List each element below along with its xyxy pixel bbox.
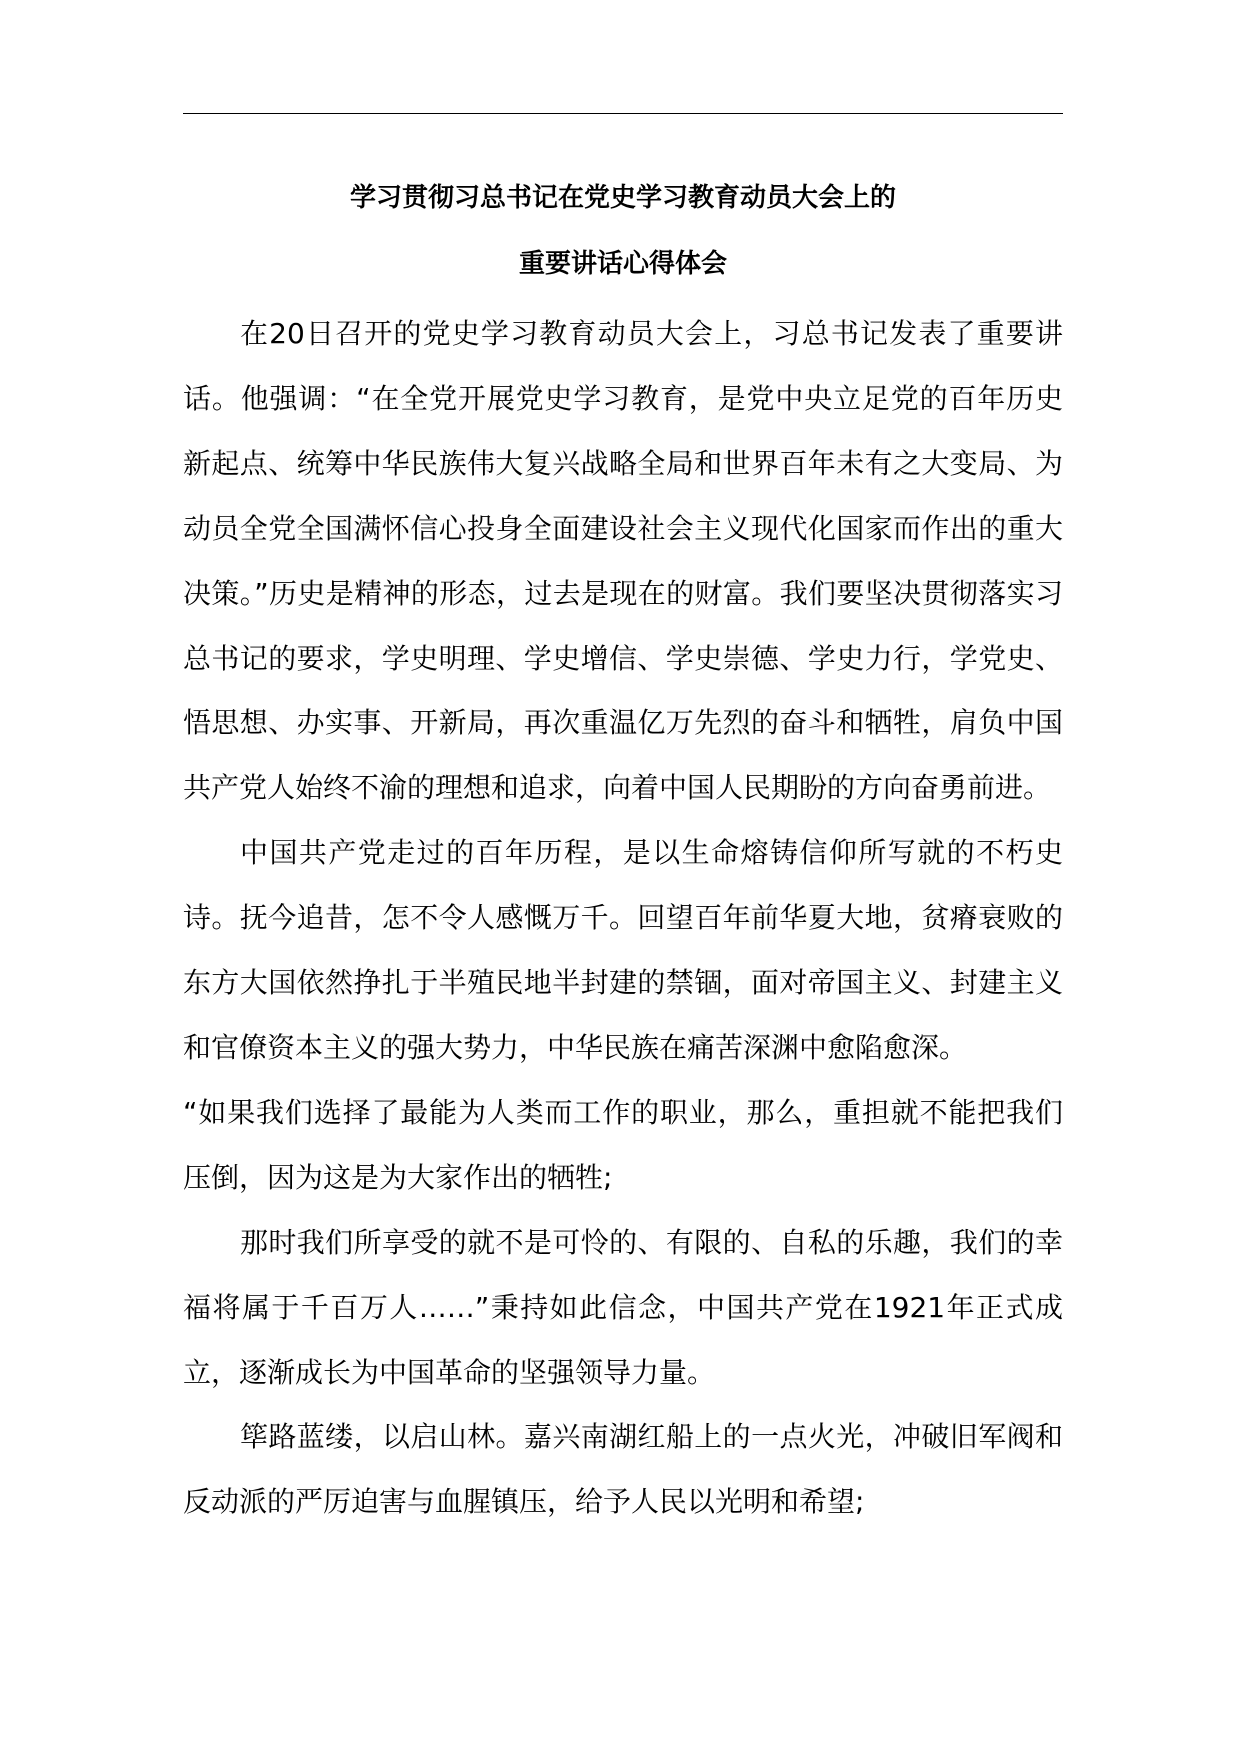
paragraph-5: 筚路蓝缕，以启山林。嘉兴南湖红船上的一点火光，冲破旧军阀和反动派的严厉迫害与血腥镇压，给予人民以光明和希望; [183,1420,1063,1519]
document-title-line-2: 重要讲话心得体会 [518,249,727,279]
paragraph-4: 那时我们所享受的就不是可怜的、有限的、自私的乐趣，我们的幸福将属于千百万人……”秉持如此信念，中国共产党在1921年正式成立，逐渐成长为中国革命的坚强领导力量。 [183,1225,1063,1389]
paragraph-1: 在20日召开的党史学习教育动员大会上，习总书记发表了重要讲话。他强调：“在全党开展党史学习教育，是党中央立足党的百年历史新起点、统筹中华民族伟大复兴战略全局和世界百年未有之大变局、为动员全党全国满怀信心投身全面建设社会主义现代化国家而作出的重大决策。”历史是精神的形态，过去是现在的财富。我们要坚决贯彻落实习总书记的要求，学史明理、学史增信、学史崇德、学史力行，学党史、悟思想、办实事、开新局，再次重温亿万先烈的奋斗和牺牲，肩负中国共产党人始终不渝的理想和追求，向着中国人民期盼的方向奋勇前进。 [183,317,1063,805]
paragraph-2: 中国共产党走过的百年历程，是以生命熔铸信仰所写就的不朽史诗。抚今追昔，怎不令人感慨万千。回望百年前华夏大地，贫瘠衰败的东方大国依然挣扎于半殖民地半封建的禁锢，面对帝国主义、封建主义和官僚资本主义的强大势力，中华民族在痛苦深渊中愈陷愈深。 [183,836,1063,1064]
document-title-line-1: 学习贯彻习总书记在党史学习教育动员大会上的 [349,183,896,213]
paragraph-3: “如果我们选择了最能为人类而工作的职业，那么，重担就不能把我们压倒，因为这是为大家作出的牺牲; [183,1095,1063,1194]
header-rule [183,113,1063,114]
document-body [183,302,1063,1535]
